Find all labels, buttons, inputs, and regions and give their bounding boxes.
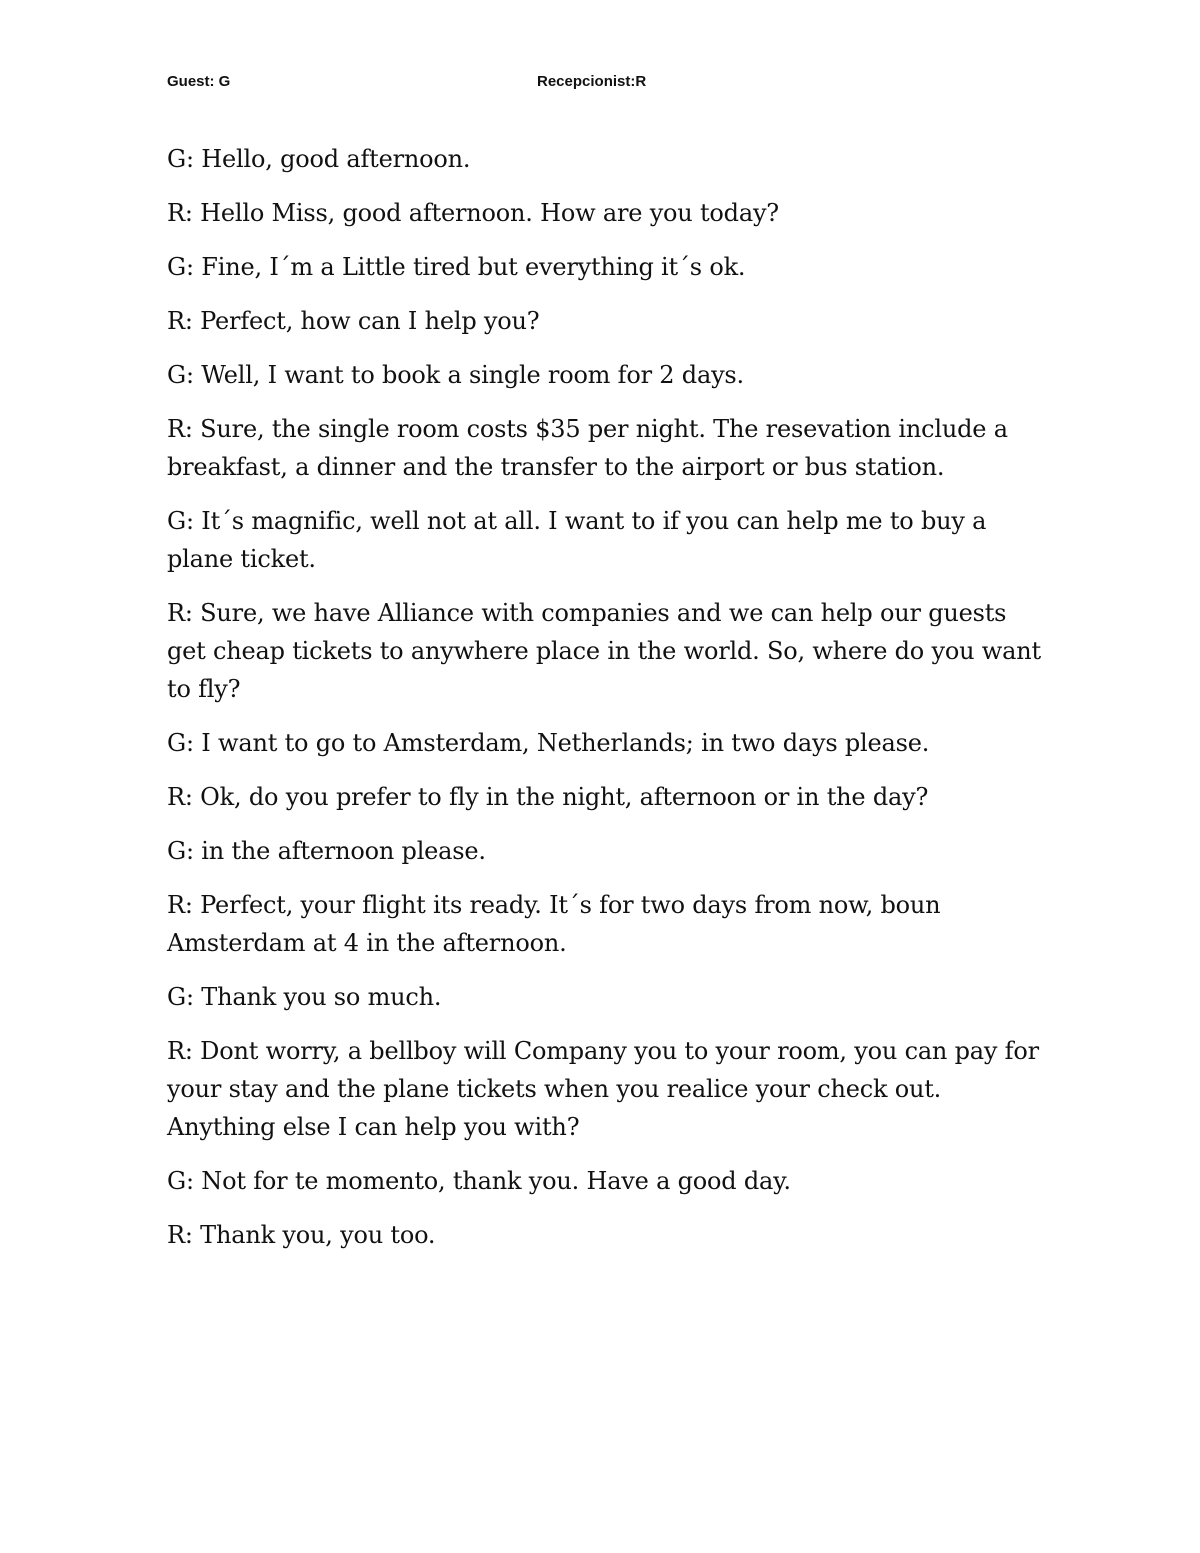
dialogue-line: G: Not for te momento, thank you. Have a good day. (167, 1167, 791, 1195)
dialogue-line: R: Perfect, your flight its ready. It´s for two days from now, boun Amsterdam at 4 in the afternoon. (167, 891, 941, 957)
dialogue-line: R: Sure, we have Alliance with companies and we can help our guests get cheap tickets to anywhere place in the world. So, where do you want to fly? (167, 599, 1041, 703)
dialogue-line: G: Hello, good afternoon. (167, 145, 471, 173)
dialogue-line: R: Thank you, you too. (167, 1221, 436, 1249)
receptionist-label: Recepcionist:R (537, 73, 647, 90)
dialogue-line: R: Dont worry, a bellboy will Company you to your room, you can pay for your stay and the plane tickets when you realice your check out. Anything else I can help you with? (167, 1037, 1039, 1141)
dialogue-line: R: Hello Miss, good afternoon. How are you today? (167, 199, 779, 227)
dialogue-line: G: Fine, I´m a Little tired but everything it´s ok. (167, 253, 746, 281)
guest-label: Guest: G (167, 73, 231, 90)
dialogue-line: R: Ok, do you prefer to fly in the night, afternoon or in the day? (167, 783, 929, 811)
dialogue-line: G: Well, I want to book a single room for 2 days. (167, 361, 744, 389)
dialogue-line: G: in the afternoon please. (167, 837, 486, 865)
dialogue-body (167, 140, 1047, 1270)
page-header (167, 73, 867, 97)
dialogue-line: G: I want to go to Amsterdam, Netherlands; in two days please. (167, 729, 930, 757)
dialogue-line: G: It´s magnific, well not at all. I want to if you can help me to buy a plane ticket. (167, 507, 987, 573)
dialogue-line: R: Sure, the single room costs $35 per night. The resevation include a breakfast, a dinner and the transfer to the airport or bus station. (167, 415, 1008, 481)
dialogue-line: R: Perfect, how can I help you? (167, 307, 540, 335)
dialogue-line: G: Thank you so much. (167, 983, 442, 1011)
